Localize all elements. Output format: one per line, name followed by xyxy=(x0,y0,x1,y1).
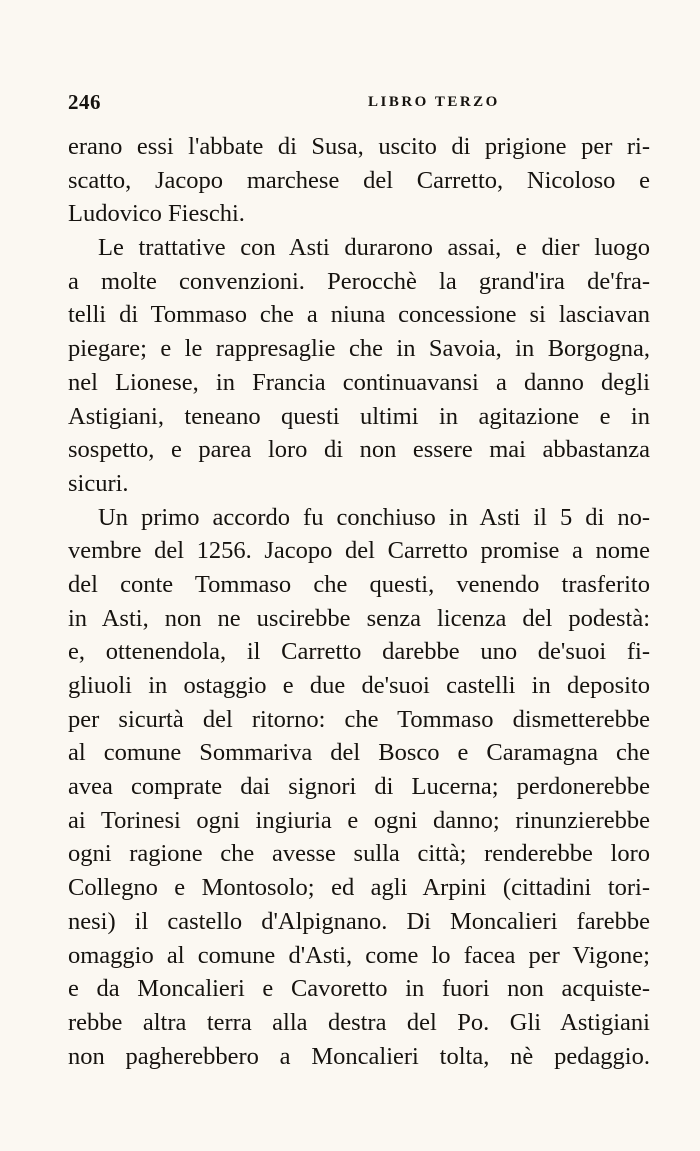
text-line: al comune Sommariva del Bosco e Caramagna che xyxy=(68,739,650,767)
text-line: scatto, Jacopo marchese del Carretto, Nicoloso e xyxy=(68,166,650,194)
text-line: Le trattative con Asti durarono assai, e dier luogo xyxy=(98,234,650,262)
page-number: 246 xyxy=(68,90,101,114)
text-line: Astigiani, teneano questi ultimi in agitazione e in xyxy=(68,402,650,430)
text-line: a molte convenzioni. Perocchè la grand'ira de'fra- xyxy=(68,267,650,295)
text-line: omaggio al comune d'Asti, come lo facea per Vigone; xyxy=(68,941,650,969)
body-text xyxy=(68,130,650,1073)
text-line: avea comprate dai signori di Lucerna; perdonerebbe xyxy=(68,773,650,801)
text-line: telli di Tommaso che a niuna concessione si lasciavan xyxy=(68,301,650,329)
text-line: e, ottenendola, il Carretto darebbe uno de'suoi fi- xyxy=(68,638,650,666)
text-line: per sicurtà del ritorno: che Tommaso dismetterebbe xyxy=(68,705,650,733)
text-line: in Asti, non ne uscirebbe senza licenza del podestà: xyxy=(68,604,650,632)
text-line: gliuoli in ostaggio e due de'suoi castelli in deposito xyxy=(68,672,650,699)
text-line: rebbe altra terra alla destra del Po. Gli Astigiani xyxy=(68,1008,650,1036)
text-line: Collegno e Montosolo; ed agli Arpini (cittadini tori- xyxy=(68,874,650,902)
text-line: ai Torinesi ogni ingiuria e ogni danno; rinunzierebbe xyxy=(68,806,650,834)
text-line: e da Moncalieri e Cavoretto in fuori non acquiste- xyxy=(68,975,650,1003)
text-line: erano essi l'abbate di Susa, uscito di prigione per ri- xyxy=(68,133,650,160)
running-head: LIBRO TERZO xyxy=(368,94,500,110)
text-line: nesi) il castello d'Alpignano. Di Moncalieri farebbe xyxy=(68,907,650,935)
text-line: ogni ragione che avesse sulla città; renderebbe loro xyxy=(68,840,650,868)
text-line: del conte Tommaso che questi, venendo trasferito xyxy=(68,570,650,598)
text-line: piegare; e le rappresaglie che in Savoia, in Borgogna, xyxy=(68,335,650,363)
page-header xyxy=(68,90,650,116)
text-line: sospetto, e parea loro di non essere mai abbastanza xyxy=(68,436,650,464)
text-line: non pagherebbero a Moncalieri tolta, nè pedaggio. xyxy=(68,1042,650,1070)
text-line: vembre del 1256. Jacopo del Carretto promise a nome xyxy=(68,537,650,565)
text-line: Ludovico Fieschi. xyxy=(68,200,245,228)
text-line: Un primo accordo fu conchiuso in Asti il 5 di no- xyxy=(98,503,650,531)
text-line: nel Lionese, in Francia continuavansi a danno degli xyxy=(68,368,650,396)
text-line: sicuri. xyxy=(68,469,129,497)
